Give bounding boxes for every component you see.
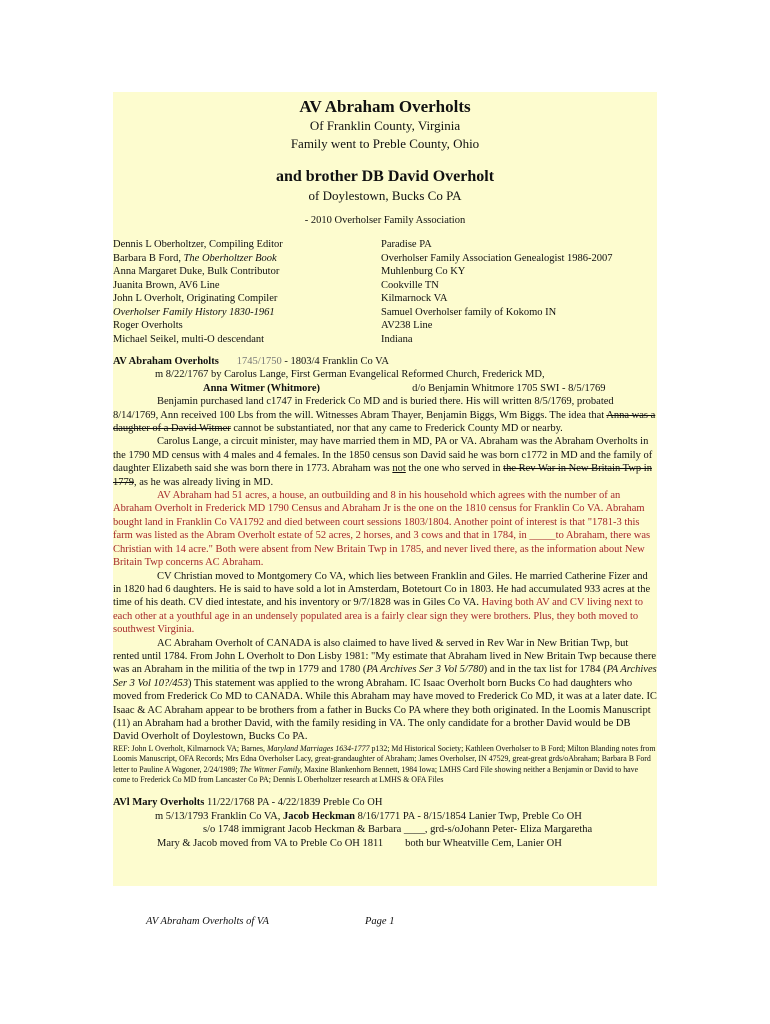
avi-heading: AVl Mary Overholts 11/22/1768 PA - 4/22/1839 Preble Co OH (113, 797, 383, 809)
document-body (113, 92, 657, 850)
av-marriage: m 8/22/1767 by Carolus Lange, First German Evangelical Reformed Church, Frederick MD, (155, 369, 545, 381)
contributor-location: Indiana (381, 333, 413, 345)
contributor-name: John L Overholt, Originating Compiler (113, 293, 278, 304)
subtitle-county: Of Franklin County, Virginia (309, 118, 461, 133)
page-title: AV Abraham Overholts (299, 97, 471, 116)
av-heading: AV Abraham Overholts 1745/1750 - 1803/4 Franklin Co VA (113, 356, 389, 367)
contributor-location: Kilmarnock VA (381, 293, 448, 304)
av-section (113, 355, 657, 785)
av-paragraph-whitmore: Benjamin purchased land c1747 in Frederick Co MD and is buried there. His will written 8/5/1769, probated 8/14/1769, Ann received 100 Lbs from the will. Witnesses Abram Thayer, Benjamin Biggs, Wm Biggs. The idea that Anna was a daughter of a David Witmer cannot be substantiated, nor that any came to Frederick County MD or nearby. (113, 396, 656, 435)
contributor-name: Dennis L Oberholtzer, Compiling Editor (113, 239, 283, 250)
footer-title: AV Abraham Overholts of VA (146, 916, 269, 927)
contributor-name: Barbara B Ford, The Oberholtzer Book (113, 252, 277, 264)
contributor-name: Michael Seikel, multi-O descendant (113, 333, 265, 345)
contributor-location: Samuel Overholser family of Kokomo IN (381, 306, 557, 318)
avi-section (113, 796, 657, 850)
av-paragraph-christian: CV Christian moved to Montgomery Co VA, which lies between Franklin and Giles. He married Catherine Fizer and in 1820 had 6 daughters. He is said to have sold a lot in Amsterdam, Botetourt Co in 1803. He had accumulated 933 acres at the time of his death. CV died intestate, and his inventory or 9/7/1828 was in Giles Co VA. Having both AV and CV living next to each other at a youthful age in an undensely populated area is a fairly clear sign they were brothers. Plus, they both moved to southwest Virginia. (113, 570, 651, 636)
subtitle-doylestown: of Doylestown, Bucks Co PA (308, 188, 462, 203)
contributors-table (113, 238, 657, 346)
avi-husband-parents: s/o 1748 immigrant Jacob Heckman & Barbara ____, grd-s/oJohann Peter- Eliza Margaretha (203, 824, 593, 836)
av-paragraph-canada: AC Abraham Overholt of CANADA is also claimed to have lived & served in Rev War in New Britian Twp, but rented until 1784. From John L Overholt to Don Lisby 1981: "My estimate that Abraham lived in New Britain Twp because there was an Abraham in the militia of the twp in 1779 and 1780 (PA Archives Ser 3 Vol 5/780) and in the tax list for 1784 (PA Archives Ser 3 Vol 10?/453) This statement was applied to the wrong Abraham. IC Isaac Overholt born Bucks Co had daughters who moved from Frederick Co MD to CANADA. While this Abraham may have moved to Frederick Co MD, it was at a later date. IC Isaac & AC Abraham appear to be brothers from a father in Bucks Co PA where they both originated. In the Loomis Manuscript (11) an Abraham had a brother David, with the family residing in VA. The only candidate for a brother David would be DB David Overholt of Doylestown, Bucks Co PA. (113, 637, 657, 743)
contributors-locations (381, 238, 657, 346)
contributor-location: Overholser Family Association Genealogist 1986-2007 (381, 252, 613, 264)
av-references: REF: John L Overholt, Kilmarnock VA; Barnes, Maryland Marriages 1634-1777 p132; Md Historical Society; Kathleen Overholser to B Ford; Milton Blanding notes from Loomis Manuscript, OFA Records; Mrs Edna Overholser Lacy, great-grandaughter of Abraham; James Overholser, IN 47529, great-great grds/oAbraham; Barbara B Ford letter to Pauline A Wagoner, 2/24/1989; The Witmer Family, Maxine Blankenhorn Bennett, 1984 Iowa; LMHS Card File showing neither a Benjamin or David to have come to Frederick Co MD from Lancaster Co PA; Dennis L Oberholtzer research at LMHS & OFA Files (113, 743, 656, 784)
secondary-title: and brother DB David Overholt (275, 168, 495, 185)
av-wife: Anna Witmer (Whitmore) d/o Benjamin Whitmore 1705 SWI - 8/5/1769 (203, 382, 606, 394)
contributors-names (113, 238, 381, 346)
av-paragraph-census: Carolus Lange, a circuit minister, may have married them in MD, PA or VA. Abraham was the Abraham Overholts in the 1790 MD census with 4 males and 4 females. In the 1850 census son David said he was born c1772 in MD and the family of daughter Elizabeth said she was born there in 1773. Abraham was not the one who served in the Rev War in New Britain Twp in 1779, as he was already living in MD. (113, 436, 653, 488)
contributor-name: Anna Margaret Duke, Bulk Contributor (113, 266, 280, 277)
subtitle-migration: Family went to Preble County, Ohio (290, 136, 480, 151)
contributor-location: Cookville TN (381, 279, 439, 291)
avi-migration: Mary & Jacob moved from VA to Preble Co OH 1811 both bur Wheatville Cem, Lanier OH (157, 837, 562, 849)
contributor-name: Overholser Family History 1830-1961 (113, 306, 275, 318)
page-number: Page 1 (365, 916, 395, 927)
av-paragraph-land: AV Abraham had 51 acres, a house, an outbuilding and 8 in his household which agrees with the number of an Abraham Overholt in Frederick MD 1790 Census and Abraham Jr is the one on the 1810 census for Franklin Co VA. Abraham bought land in Franklin Co VA1792 and died between court sessions 1803/1804. Another point of interest is that "1781-3 this farm was listed as the Abram Overholt estate of 52 acres, 2 horses, and 3 cows and that in 1784, in _____to Abraham, there was Christian with 14 acre." Both were absent from New Britain Twp in 1785, and never lived there, as the information about New Britain Twp concerns AC Abraham. (113, 490, 651, 569)
contributor-location: Paradise PA (381, 239, 432, 250)
association-line: - 2010 Overholser Family Association (304, 215, 466, 226)
contributor-name: Juanita Brown, AV6 Line (113, 279, 220, 291)
contributor-location: Muhlenburg Co KY (381, 266, 466, 277)
avi-marriage: m 5/13/1793 Franklin Co VA, Jacob Heckman 8/16/1771 PA - 8/15/1854 Lanier Twp, Preble Co OH (155, 810, 582, 822)
contributor-location: AV238 Line (381, 320, 433, 331)
contributor-name: Roger Overholts (113, 320, 183, 331)
